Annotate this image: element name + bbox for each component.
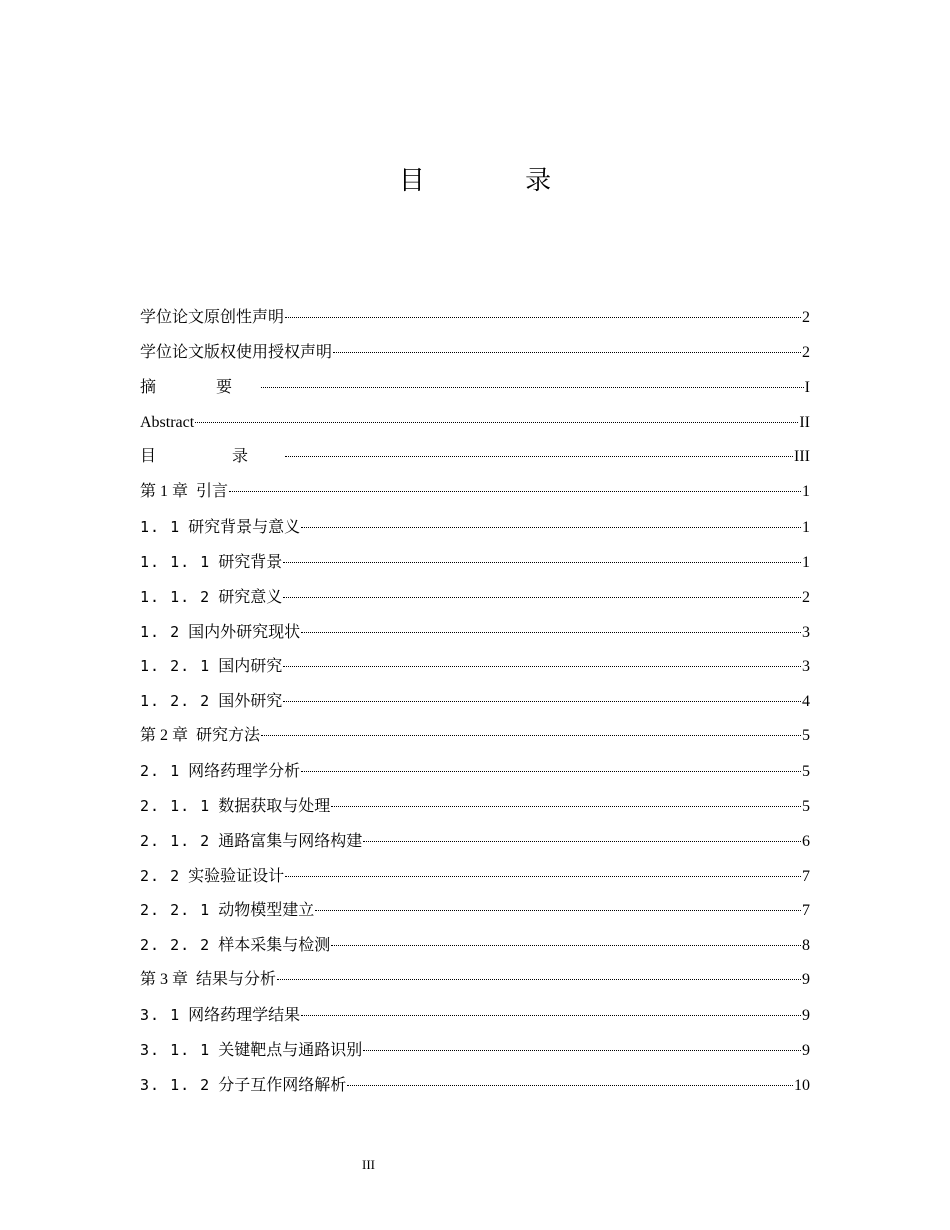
toc-entry-label <box>140 754 300 790</box>
toc-entry-label <box>140 824 362 860</box>
toc-entry-text: 分子互作网络解析 <box>218 1076 347 1094</box>
toc-entry-label <box>140 893 314 929</box>
toc-dot-leader <box>285 316 801 318</box>
toc-dot-leader <box>285 455 793 457</box>
table-of-contents <box>140 301 810 1102</box>
toc-dot-leader <box>285 875 801 877</box>
toc-entry[interactable] <box>140 475 810 510</box>
toc-entry-number: 1. 2 <box>140 622 181 641</box>
toc-entry-page-number: 1 <box>802 483 810 501</box>
toc-entry-text: 样本采集与检测 <box>218 937 331 955</box>
toc-entry-number: 2. 2. 2 <box>140 936 211 955</box>
toc-entry[interactable] <box>140 789 810 824</box>
toc-entry[interactable] <box>140 336 810 371</box>
toc-entry-page-number: 7 <box>802 867 810 885</box>
toc-entry-text: 研究方法 <box>196 727 261 745</box>
toc-dot-leader <box>331 944 801 946</box>
toc-entry-number: 第 2 章 <box>140 727 189 745</box>
toc-entry-label: Abstract <box>140 413 195 431</box>
toc-dot-leader <box>333 351 801 353</box>
toc-entry-text: 研究意义 <box>218 588 283 606</box>
toc-entry-page-number: 2 <box>802 309 810 326</box>
toc-entry[interactable] <box>140 615 810 650</box>
toc-entry[interactable] <box>140 371 810 406</box>
toc-entry-page-number: 4 <box>802 693 810 711</box>
toc-entry-page-number: 6 <box>802 832 810 850</box>
toc-dot-leader <box>283 700 801 702</box>
toc-entry-label <box>140 789 330 825</box>
toc-entry-label <box>140 615 300 651</box>
toc-entry-text: 实验验证设计 <box>188 867 285 885</box>
toc-entry-text: 网络药理学结果 <box>188 1006 301 1024</box>
toc-entry-text: 结果与分析 <box>196 971 277 989</box>
toc-entry-number: 1. 1. 2 <box>140 587 211 606</box>
toc-dot-leader <box>261 386 804 388</box>
toc-dot-leader <box>261 734 801 736</box>
toc-dot-leader <box>229 490 801 492</box>
toc-entry-page-number: 9 <box>802 1006 810 1024</box>
toc-entry-page-number: 7 <box>802 902 810 920</box>
toc-entry-number: 2. 2 <box>140 866 181 885</box>
toc-entry[interactable] <box>140 928 810 963</box>
toc-entry-number: 1. 1. 1 <box>140 552 211 571</box>
toc-entry-text: 动物模型建立 <box>218 902 315 920</box>
toc-entry-page-number: 2 <box>802 343 810 361</box>
toc-entry-page-number: 8 <box>802 937 810 955</box>
toc-dot-leader <box>363 1049 801 1051</box>
footer-page-number: III <box>362 1157 375 1172</box>
toc-entry-page-number: 9 <box>802 1041 810 1059</box>
toc-entry-text: 数据获取与处理 <box>218 797 331 815</box>
toc-entry-number: 2. 2. 1 <box>140 901 211 920</box>
toc-dot-leader <box>283 665 801 667</box>
toc-entry-page-number: 5 <box>802 762 810 780</box>
toc-entry-label <box>140 649 282 685</box>
toc-entry-page-number: 5 <box>802 727 810 745</box>
toc-entry-number: 2. 1 <box>140 761 181 780</box>
toc-entry[interactable] <box>140 649 810 684</box>
toc-entry-label <box>140 475 228 510</box>
toc-entry-page-number: 1 <box>802 553 810 571</box>
toc-entry[interactable] <box>140 440 810 475</box>
toc-entry-text: 通路富集与网络构建 <box>218 832 363 850</box>
toc-dot-leader <box>283 596 801 598</box>
toc-entry-label <box>140 1068 346 1104</box>
page-title: 目 录 <box>398 166 598 196</box>
toc-entry-number: 3. 1 <box>140 1005 181 1024</box>
toc-entry-label: 目 录 <box>140 448 285 466</box>
toc-entry[interactable] <box>140 301 810 336</box>
toc-entry-page-number: 5 <box>802 797 810 815</box>
toc-dot-leader <box>283 561 801 563</box>
toc-entry-page-number: 9 <box>802 971 810 989</box>
toc-entry-text: 国内研究 <box>218 658 283 676</box>
toc-entry-label <box>140 510 300 546</box>
toc-dot-leader <box>301 770 801 772</box>
toc-entry-number: 3. 1. 1 <box>140 1040 211 1059</box>
toc-entry-label <box>140 963 276 998</box>
toc-entry-number: 第 3 章 <box>140 971 189 989</box>
toc-entry[interactable] <box>140 1068 810 1103</box>
toc-entry-label <box>140 580 282 616</box>
toc-entry[interactable] <box>140 859 810 894</box>
toc-entry-text: 研究背景与意义 <box>188 519 301 537</box>
toc-entry[interactable] <box>140 545 810 580</box>
toc-entry[interactable] <box>140 824 810 859</box>
toc-entry[interactable] <box>140 754 810 789</box>
toc-entry[interactable] <box>140 580 810 615</box>
toc-entry-number: 1. 2. 2 <box>140 692 211 711</box>
toc-entry-label: 学位论文原创性声明 <box>140 309 285 326</box>
toc-dot-leader <box>301 631 801 633</box>
toc-entry-label <box>140 859 284 895</box>
toc-entry-number: 1. 2. 1 <box>140 657 211 676</box>
toc-entry-text: 国外研究 <box>218 693 283 711</box>
toc-entry-text: 研究背景 <box>218 553 283 571</box>
toc-entry-page-number: 10 <box>794 1076 810 1094</box>
toc-entry-label <box>140 998 300 1034</box>
toc-dot-leader <box>315 909 801 911</box>
toc-dot-leader <box>301 526 801 528</box>
toc-dot-leader <box>331 805 801 807</box>
toc-dot-leader <box>363 840 801 842</box>
toc-entry-number: 第 1 章 <box>140 483 189 501</box>
toc-entry[interactable] <box>140 1033 810 1068</box>
toc-entry-page-number: III <box>794 448 810 466</box>
toc-entry-number: 2. 1. 1 <box>140 796 211 815</box>
toc-entry-number: 2. 1. 2 <box>140 831 211 850</box>
toc-entry-number: 3. 1. 2 <box>140 1075 211 1094</box>
toc-entry-page-number: 3 <box>802 623 810 641</box>
toc-entry-text: 引言 <box>196 483 229 501</box>
toc-entry-page-number: II <box>799 413 810 431</box>
toc-entry-text: 网络药理学分析 <box>188 762 301 780</box>
toc-entry-label: 学位论文版权使用授权声明 <box>140 343 333 361</box>
toc-entry-label <box>140 684 282 720</box>
toc-entry[interactable] <box>140 998 810 1033</box>
toc-entry-label <box>140 928 330 964</box>
toc-dot-leader <box>301 1014 801 1016</box>
toc-entry-page-number: I <box>804 378 810 396</box>
toc-entry[interactable] <box>140 684 810 719</box>
toc-entry-label <box>140 1033 362 1069</box>
toc-entry-number: 1. 1 <box>140 518 181 537</box>
toc-entry-text: 关键靶点与通路识别 <box>218 1041 363 1059</box>
toc-entry-page-number: 1 <box>802 519 810 537</box>
toc-entry-page-number: 3 <box>802 658 810 676</box>
toc-entry-page-number: 2 <box>802 588 810 606</box>
toc-entry-text: 国内外研究现状 <box>188 623 301 641</box>
toc-entry-label <box>140 719 260 754</box>
toc-entry[interactable] <box>140 510 810 545</box>
toc-dot-leader <box>347 1084 793 1086</box>
toc-entry[interactable] <box>140 963 810 998</box>
toc-dot-leader <box>195 421 798 423</box>
toc-dot-leader <box>277 978 801 980</box>
toc-entry[interactable] <box>140 719 810 754</box>
toc-entry[interactable] <box>140 893 810 928</box>
toc-entry[interactable] <box>140 406 810 441</box>
toc-entry-label: 摘 要 <box>140 378 261 396</box>
toc-entry-label <box>140 545 282 581</box>
